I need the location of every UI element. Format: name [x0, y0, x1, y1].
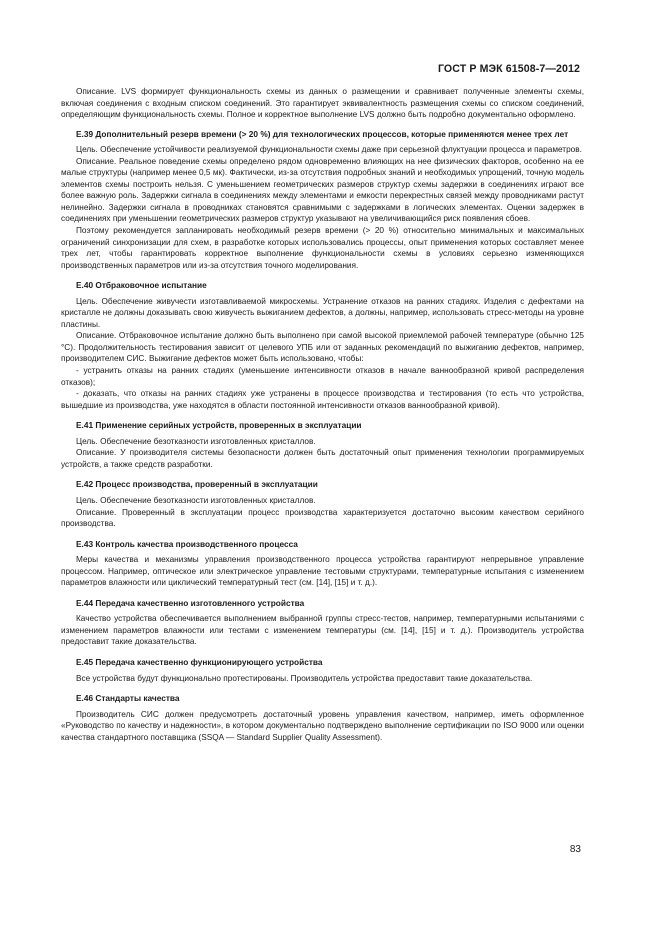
- section-heading: Е.46 Стандарты качества: [76, 693, 180, 704]
- list-item: - доказать, что отказы на ранних стадиях уже устранены в процессе производства и тестирования (то есть что устройства, вышедшие из производства, уже находятся в области постоянной интенсивности отказов ваннообразной кривой).: [61, 389, 584, 410]
- paragraph: Цель. Обеспечение живучести изготавливаемой микросхемы. Устранение отказов на ранних стадиях. Изделия с дефектами на кристалле не должны доказывать свою живучесть выжиганием дефектов, а должны, например, использовать стресс-методы на уровне пластины.: [61, 296, 584, 329]
- paragraph: Описание. LVS формирует функциональность схемы из данных о размещении и сравнивает полученные элементы схемы, включая соединения с входным списком соединений. Это гарантирует эквивалентность размещения схемы со списком соединений, определяющим функциональность схемы. Полное и корректное выполнение LVS должно быть подробно документально оформлено.: [61, 87, 584, 120]
- section-e45: [61, 657, 584, 684]
- list-item: - устранить отказы на ранних стадиях (уменьшение интенсивности отказов в начале ваннообразной кривой распределения отказов);: [61, 366, 584, 387]
- paragraph: Описание. Проверенный в эксплуатации процесс производства характеризуется достаточно высоким качеством серийного производства.: [61, 507, 584, 529]
- page-number: 83: [569, 844, 581, 855]
- section-e39: [61, 129, 584, 272]
- section-heading: Е.44 Передача качественно изготовленного устройства: [76, 597, 305, 608]
- section-heading: Е.41 Применение серийных устройств, проверенных в эксплуатации: [76, 420, 362, 431]
- paragraph: Поэтому рекомендуется запланировать необходимый резерв времени (> 20 %) относительно минимальных и максимальных ограничений синхронизации для схем, в разработке которых использовались процессы, опыт применения которых составляет менее трех лет, чтобы гарантировать корректное выполнение функциональности схемы в условиях серьезно изменяющихся производственных параметров или из-за отсутствия точного моделирования.: [61, 226, 584, 270]
- document-body: [61, 86, 584, 743]
- section-e42: [61, 479, 584, 529]
- paragraph: Описание. Отбраковочное испытание должно быть выполнено при самой высокой приемлемой рабочей температуре (обычно 125 °С). Продолжительность тестирования зависит от целевого УПБ или от заданных рекомендаций по выжиганию дефектов, например, производителем СИС. Выжигание дефектов может быть использовано, чтобы:: [61, 331, 584, 364]
- paragraph: Цель. Обеспечение безотказности изготовленных кристаллов.: [76, 495, 316, 505]
- section-intro: [61, 86, 584, 121]
- section-e41: [61, 420, 584, 470]
- paragraph: Все устройства будут функционально протестированы. Производитель устройства предоставит такие доказательства.: [76, 673, 533, 683]
- paragraph: Описание. У производителя системы безопасности должен быть достаточный опыт применения технологии программируемых устройств, а также средств разработки.: [61, 448, 584, 469]
- section-e46: [61, 693, 584, 743]
- paragraph: Цель. Обеспечение устойчивости реализуемой функциональности схемы даже при серьезной флуктуации процесса и параметров.: [76, 145, 582, 155]
- paragraph: Производитель СИС должен предусмотреть достаточный уровень управления качеством, например, иметь оформленное «Руководство по качеству и надежности», в котором документально подтверждено выполнение сертификации по ISO 9000 или оценки качества стандартного поставщика (SSQA — Standard Supplier Quality Assessment).: [61, 709, 584, 742]
- paragraph: Качество устройства обеспечивается выполнением выбранной группы стресс-тестов, например, температурными испытаниями с изменением параметров влажности или тестами с изменением температуры (см. [14], [15] и т. д.). Производитель устройства предоставит такие доказательства.: [61, 614, 584, 647]
- section-heading: Е.42 Процесс производства, проверенный в эксплуатации: [76, 479, 318, 490]
- paragraph: Меры качества и механизмы управления производственного процесса устройства гарантируют непрерывное управление процессом. Например, оптическое или электрическое управление тестовыми структурами, температурные испытания с изменением параметров влажности или циклический температурный тест (см. [14], [15] и т. д.).: [61, 555, 584, 588]
- paragraph: Цель. Обеспечение безотказности изготовленных кристаллов.: [76, 436, 316, 446]
- paragraph: Описание. Реальное поведение схемы определено рядом одновременно влияющих на нее физических факторов, особенно на ее малые структуры (например менее 0,5 мк). Фактически, из-за отсутствия подробных знаний и необходимых упрощений, точную модель элементов схемы построить нельзя. С уменьшением геометрических размеров структур схемы задержки в соединениях играют все более важную роль. Задержки сигнала в соединениях между элементами и емкости перекрестных связей между проводниками растут нелинейно. Задержки сигнала в проводниках становятся сравнимыми с задержками в логических элементах. Оценки задержек в соединениях при уменьшении геометрических размеров структур указывают на увеличивающийся риск появления сбоев.: [61, 156, 584, 224]
- section-e43: [61, 539, 584, 589]
- section-e40: [61, 280, 584, 411]
- standard-designation: ГОСТ Р МЭК 61508-7—2012: [437, 63, 580, 75]
- section-heading: Е.40 Отбраковочное испытание: [76, 280, 207, 291]
- section-heading: Е.43 Контроль качества производственного процесса: [76, 538, 298, 549]
- section-heading: Е.39 Дополнительный резерв времени (> 20 %) для технологических процессов, которые применяются менее трех лет: [76, 128, 569, 139]
- section-e44: [61, 598, 584, 648]
- section-heading: Е.45 Передача качественно функционирующего устройства: [76, 656, 323, 667]
